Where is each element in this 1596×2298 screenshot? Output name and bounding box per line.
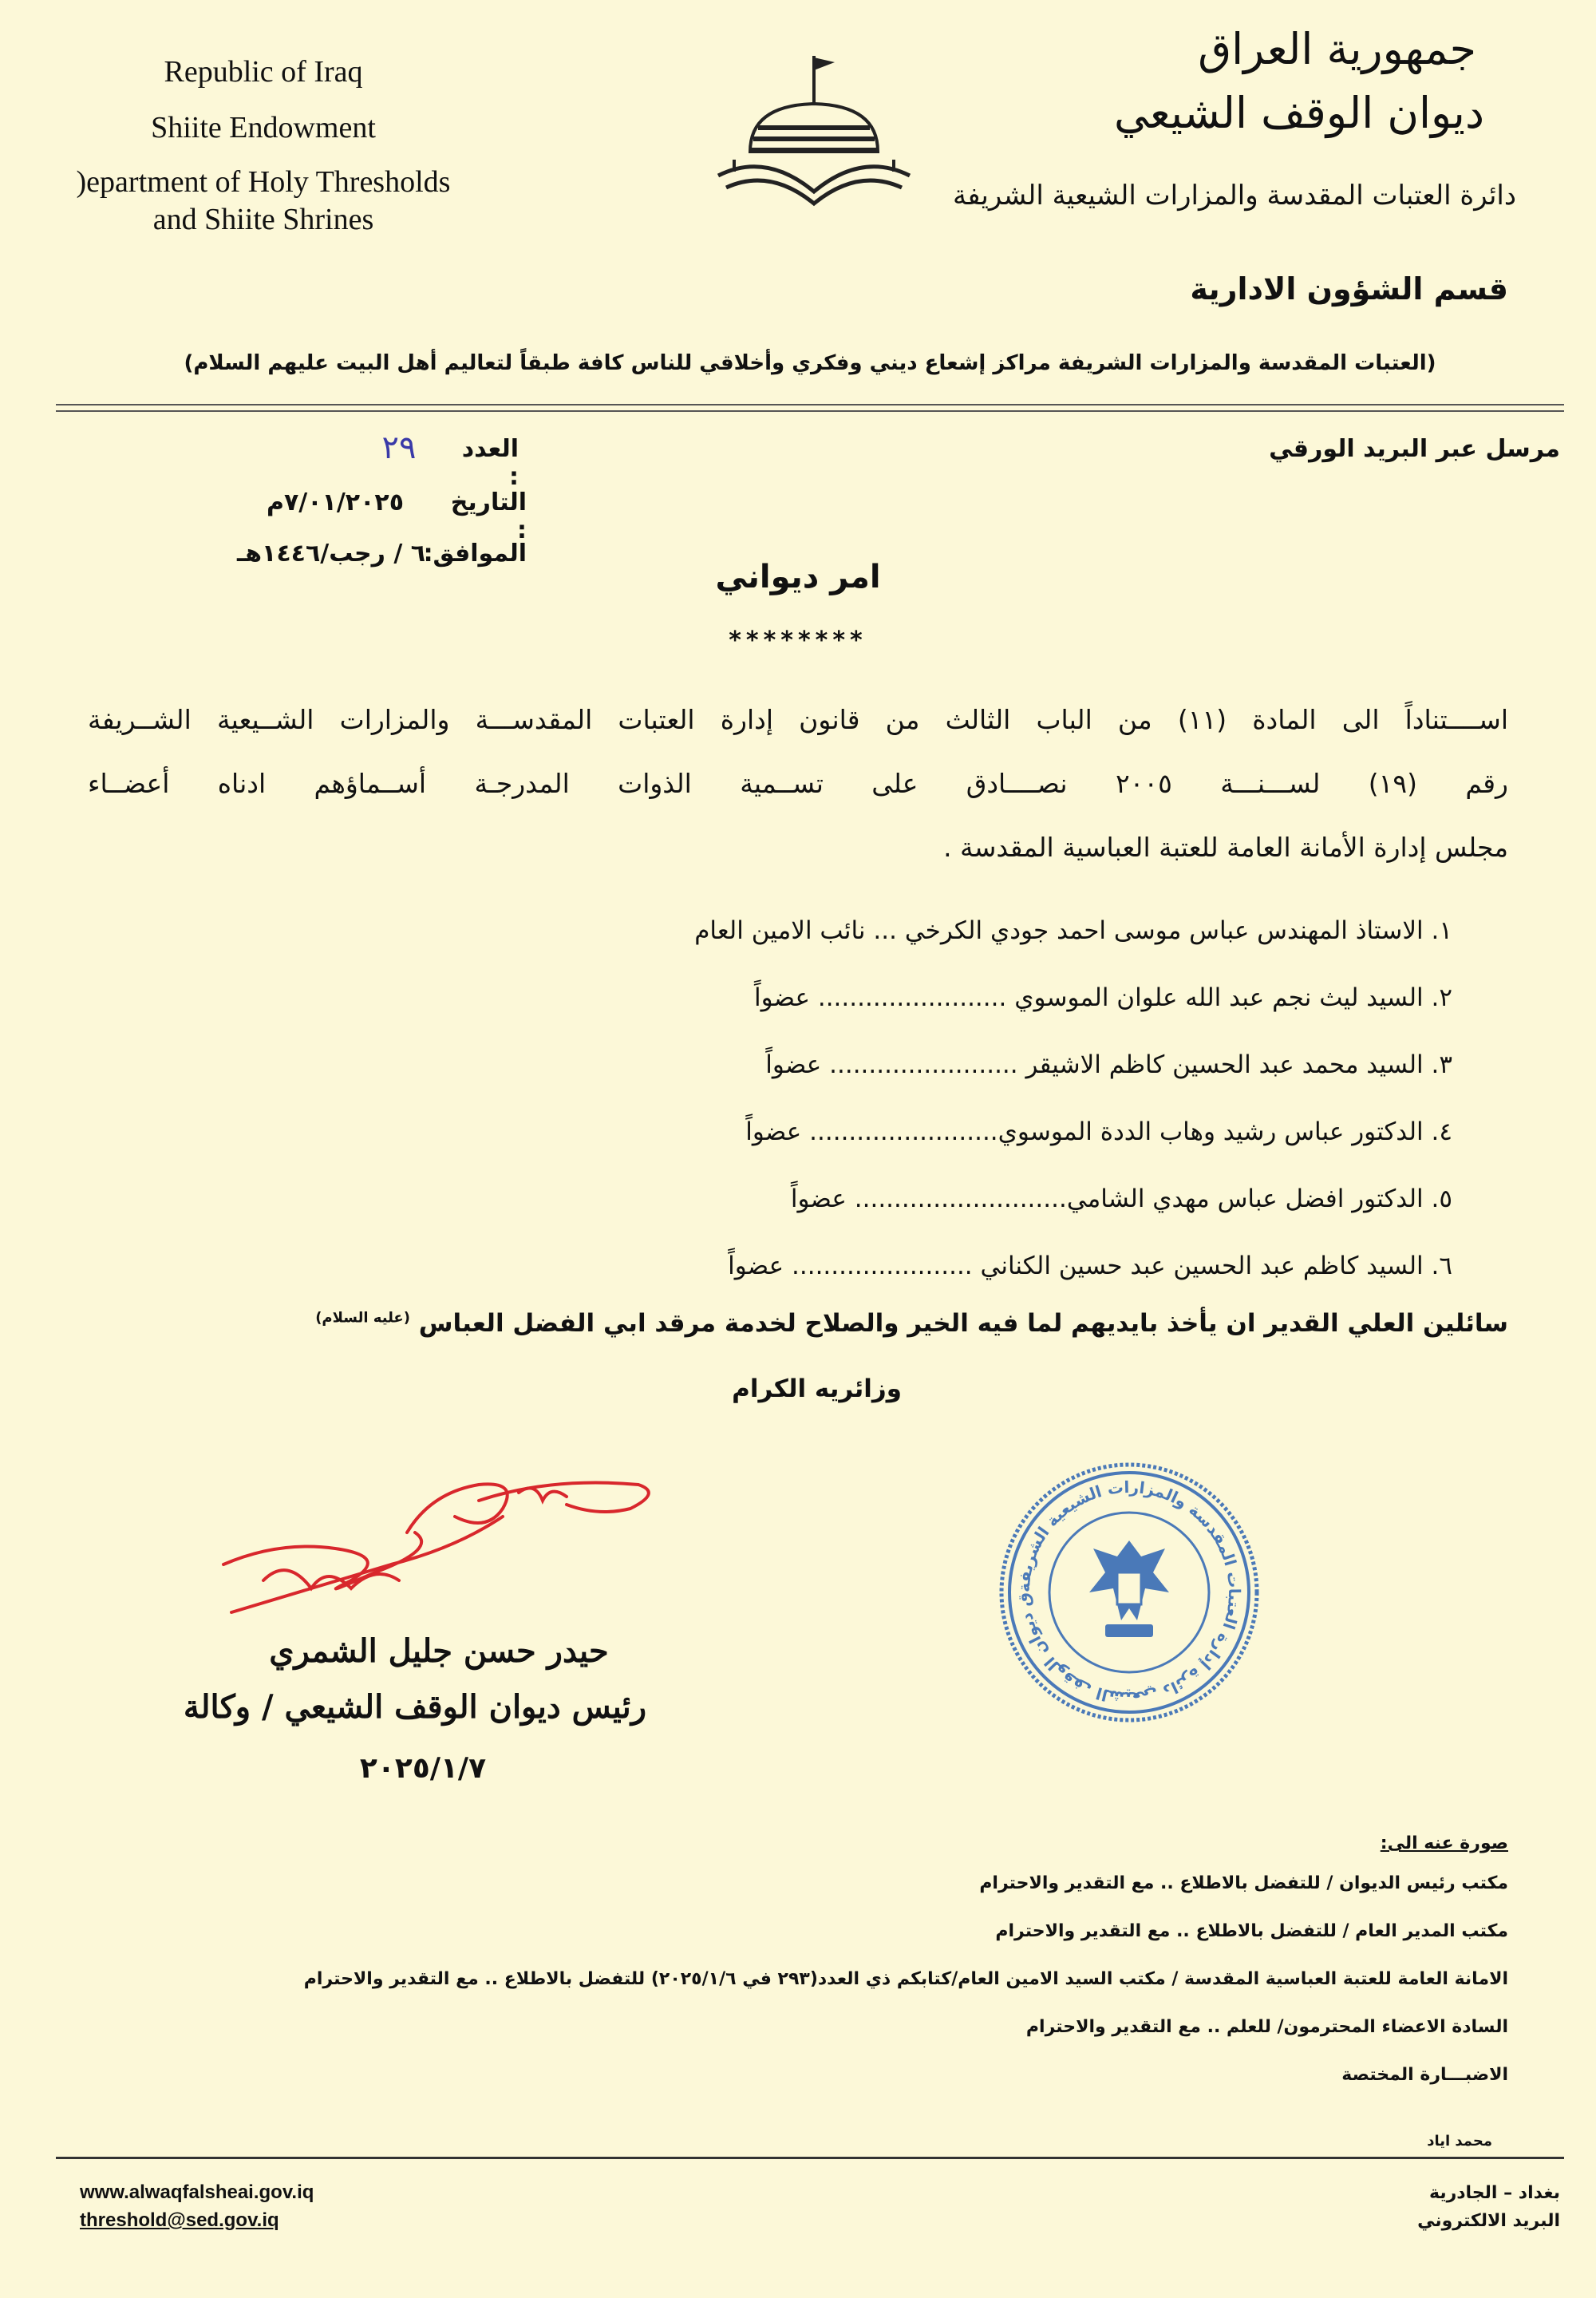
- header-en-line-4: and Shiite Shrines: [152, 203, 374, 236]
- footer-email-label: البريد الالكتروني: [1417, 2211, 1560, 2231]
- dome-logo-icon: [702, 48, 926, 216]
- header-en-line-1: Republic of Iraq: [164, 55, 363, 89]
- member-3: ٣. السيد محمد عبد الحسين كاظم الاشيقر ........................ عضواً: [765, 1050, 1452, 1079]
- footer-website[interactable]: www.alwaqfalsheai.gov.iq: [80, 2181, 314, 2203]
- stamp-seal-icon: [998, 1461, 1261, 1724]
- body-line-2: رقم (١٩) لســـنـــة ٢٠٠٥ نصــــادق على تســمية الذوات المدرجـة أســماؤهم ادناه أعضــاء: [88, 768, 1508, 799]
- title-stars: ********: [729, 627, 867, 655]
- hijri-value: ٦ / رجب/١٤٤٦هـ: [236, 540, 426, 568]
- document-title: امر ديواني: [715, 559, 881, 595]
- slogan: (العتبات المقدسة والمزارات الشريفة مراكز إشعاع ديني وفكري وأخلاقي للناس كافة طبقاً لتعاليم أهل البيت عليهم السلام): [184, 351, 1436, 375]
- cc-line-4: السادة الاعضاء المحترمون/ للعلم .. مع التقدير والاحترام: [1025, 2017, 1508, 2037]
- body-line-1: اســــتناداً الى المادة (١١) من الباب الثالث من قانون إدارة العتبات المقدســـة والمزارات الشــيعية الشــريفة: [88, 704, 1508, 735]
- prayer-line-2: وزائريه الكرام: [732, 1374, 902, 1403]
- member-1: ١. الاستاذ المهندس عباس موسى احمد جودي الكرخي ... نائب الامين العام: [694, 916, 1452, 945]
- header-divider: [56, 404, 1564, 412]
- cc-line-3: الامانة العامة للعتبة العباسية المقدسة / مكتب السيد الامين العام/كتابكم ذي العدد(٢٩٣ في ٢٠٢٥/١/٦) للتفضل بالاطلاع .. مع التقدير والاحترام: [303, 1969, 1508, 1989]
- prayer-honorific: (عليه السلام): [315, 1309, 410, 1327]
- prayer-line-1: [315, 1309, 1508, 1338]
- signatory-title: رئيس ديوان الوقف الشيعي / وكالة: [183, 1688, 647, 1726]
- header-ar-line-1: جمهورية العراق: [1198, 24, 1476, 74]
- cc-line-1: مكتب رئيس الديوان / للتفضل بالاطلاع .. مع التقدير والاحترام: [979, 1873, 1508, 1893]
- signatory-date: ٢٠٢٥/١/٧: [359, 1752, 487, 1785]
- member-6: ٦. السيد كاظم عبد الحسين عبد حسين الكناني ....................... عضواً: [728, 1252, 1452, 1280]
- header-en-line-2: Shiite Endowment: [151, 111, 376, 144]
- prayer-text: سائلين العلي القدير ان يأخذ بايديهم لما فيه الخير والصلاح لخدمة مرقد ابي الفضل العباس: [418, 1309, 1508, 1338]
- section-title: قسم الشؤون الادارية: [1190, 271, 1508, 307]
- footer-email[interactable]: threshold@sed.gov.iq: [80, 2209, 279, 2231]
- cc-line-5: الاضبـــارة المختصة: [1341, 2065, 1508, 2085]
- member-5: ٥. الدكتور افضل عباس مهدي الشامي........................... عضواً: [790, 1185, 1452, 1213]
- stamp-ring-text: ق ديوان الوقف الشيعي دائرة إدارة العتبات المقدسة والمزارات الشيعية الشريفة: [1013, 1477, 1245, 1708]
- header-ar-line-2: ديوان الوقف الشيعي: [1113, 88, 1484, 138]
- footer-divider: [56, 2157, 1564, 2159]
- hijri-label: الموافق:: [423, 540, 527, 568]
- sent-via: مرسل عبر البريد الورقي: [1269, 435, 1560, 463]
- number-label: العدد :: [461, 435, 519, 491]
- member-2: ٢. السيد ليث نجم عبد الله علوان الموسوي ........................ عضواً: [753, 983, 1452, 1012]
- cc-heading: صورة عنه الى:: [1380, 1833, 1508, 1853]
- body-line-3: مجلس إدارة الأمانة العامة للعتبة العباسية المقدسة .: [943, 832, 1508, 863]
- typist-initials: محمد اياد: [1427, 2133, 1492, 2150]
- date-label: التاريخ :: [450, 488, 527, 544]
- footer-address: بغداد – الجادرية: [1428, 2183, 1560, 2203]
- member-4: ٤. الدكتور عباس رشيد وهاب الددة الموسوي........................ عضواً: [745, 1117, 1452, 1146]
- cc-line-2: مكتب المدير العام / للتفضل بالاطلاع .. مع التقدير والاحترام: [995, 1921, 1508, 1941]
- signature-icon: [215, 1461, 662, 1620]
- signatory-name: حيدر حسن جليل الشمري: [269, 1632, 609, 1670]
- number-value: ٢٩: [381, 429, 417, 466]
- header-en-line-3: )epartment of Holy Thresholds: [76, 165, 451, 199]
- date-value: ٧/٠١/٢٠٢٥م: [266, 488, 405, 516]
- header-ar-line-3: دائرة العتبات المقدسة والمزارات الشيعية الشريفة: [952, 180, 1516, 212]
- official-stamp: [998, 1461, 1261, 1724]
